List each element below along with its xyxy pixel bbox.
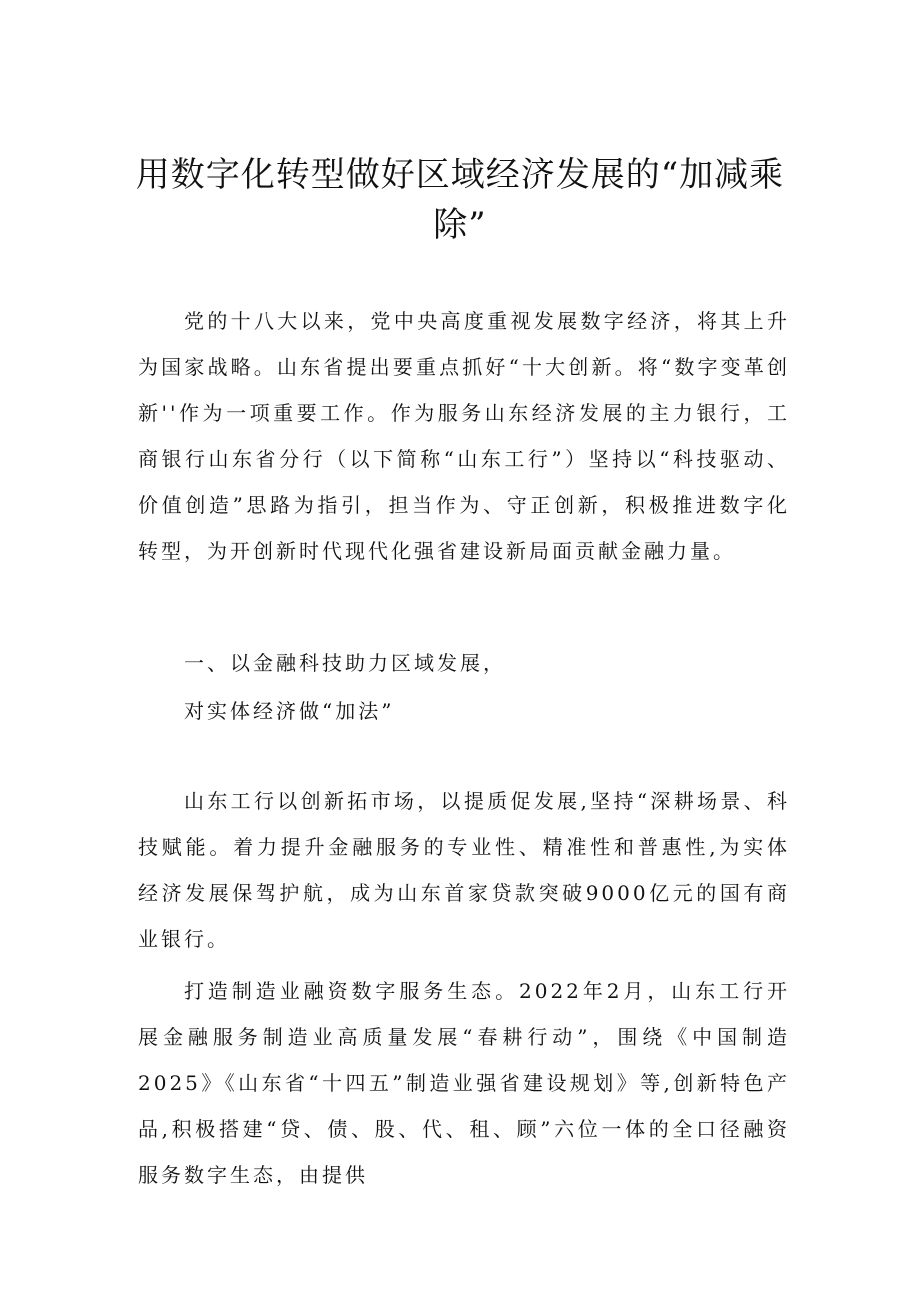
document-title: 用数字化转型做好区域经济发展的“加减乘除” <box>135 155 785 245</box>
paragraph-section-1: 山东工行以创新拓市场，以提质促发展,坚持“深耕场景、科技赋能。着力提升金融服务的专业性、精准性和普惠性,为实体经济发展保驾护航，成为山东首家贷款突破9000亿元的国有商业银行。 <box>138 789 790 951</box>
section-heading-line-2: 对实体经济做“加法” <box>184 699 395 723</box>
paragraph-section-2: 打造制造业融资数字服务生态。2022年2月，山东工行开展金融服务制造业高质量发展“春耕行动”，围绕《中国制造2025》《山东省“十四五”制造业强省建设规划》等,创新特色产品,积极搭建“贷、债、股、代、租、顾”六位一体的全口径融资服务数字生态，由提供 <box>138 979 790 1187</box>
section-heading-line-1: 一、以金融科技助力区域发展， <box>184 651 506 675</box>
paragraph-intro: 党的十八大以来，党中央高度重视发展数字经济，将其上升为国家战略。山东省提出要重点抓好“十大创新。将“数字变革创新''作为一项重要工作。作为服务山东经济发展的主力银行，工商银行山东省分行（以下简称“山东工行”）坚持以“科技驱动、价值创造”思路为指引，担当作为、守正创新，积极推进数字化转型，为开创新时代现代化强省建设新局面贡献金融力量。 <box>138 309 790 563</box>
